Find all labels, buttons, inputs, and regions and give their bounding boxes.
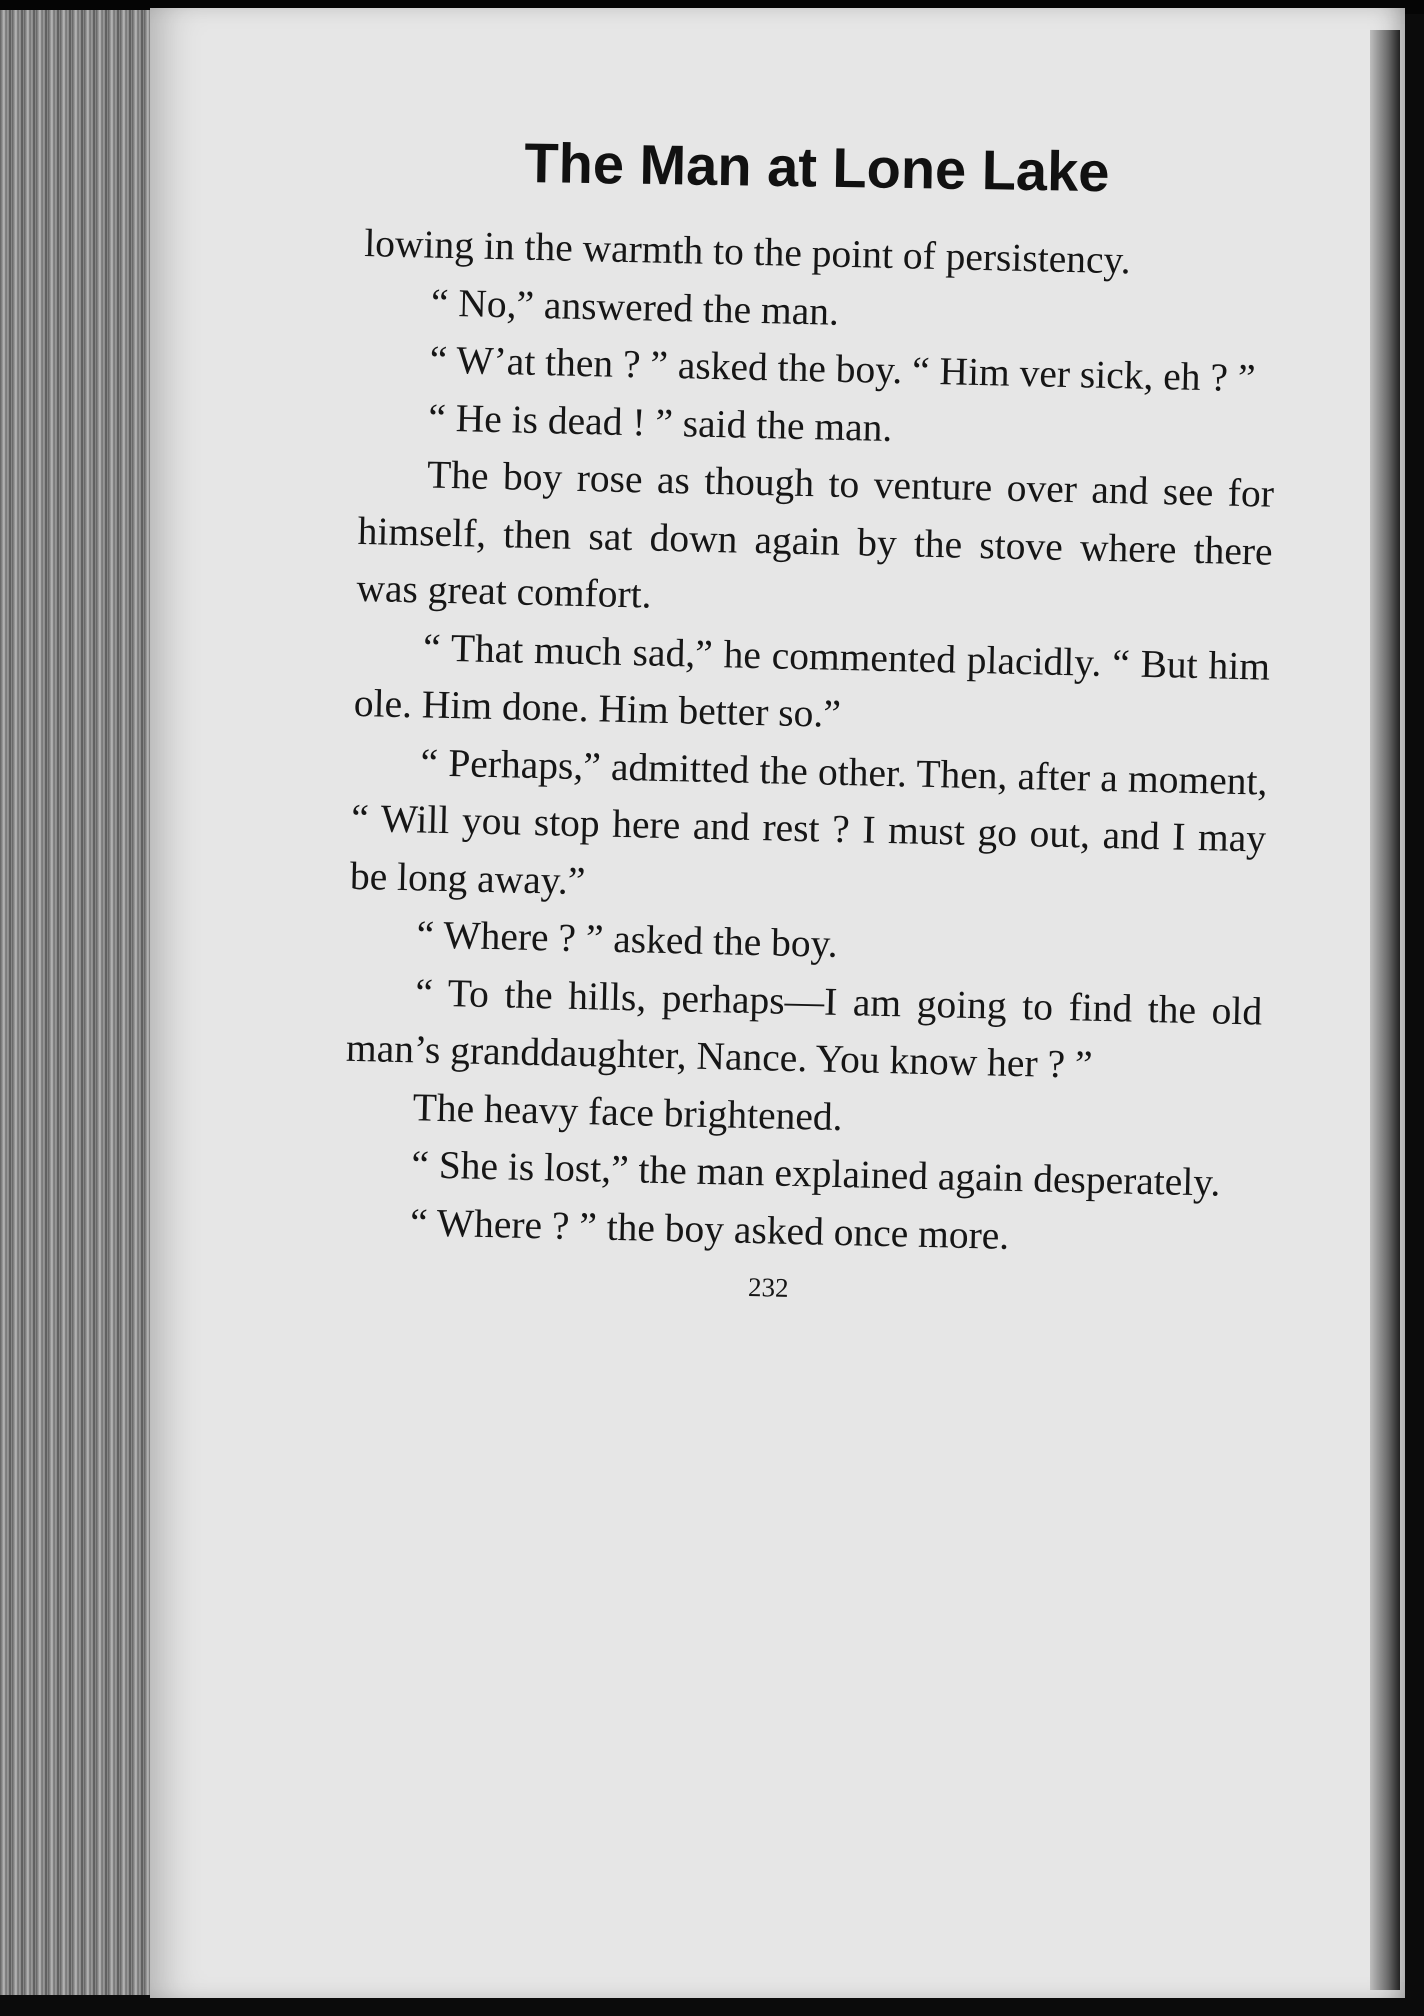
paragraph: “ To the hills, perhaps—I am going to find the old man’s granddaughter, Nance. You know her ? ” [345, 969, 1263, 1087]
paragraph: “ That much sad,” he commented placidly. “ But him ole. Him done. Him better so.” [353, 624, 1271, 736]
paragraph: “ Where ? ” asked the boy. [416, 912, 839, 966]
paragraph: “ He is dead ! ” said the man. [427, 394, 893, 450]
paragraph: The heavy face brightened. [412, 1084, 844, 1139]
paragraph: lowing in the warmth to the point of persistency. [363, 220, 1132, 283]
paragraph: “ She is lost,” the man explained again desperately. [410, 1142, 1221, 1205]
paragraph: The boy rose as though to venture over and see for himself, then sat down again by the stove where there was great comfort. [356, 452, 1275, 617]
running-title: The Man at Lone Lake [523, 130, 1110, 204]
paragraph: “ W’at then ? ” asked the boy. “ Him ver sick, eh ? ” [429, 337, 1256, 401]
paragraph: “ Perhaps,” admitted the other. Then, after a moment, “ Will you stop here and rest ? I must go out, and I may be long away.” [349, 739, 1268, 903]
page-number: 232 [747, 1271, 789, 1303]
page-gutter-shadow [1370, 30, 1400, 1990]
paragraph: “ No,” answered the man. [430, 280, 840, 334]
paragraph: “ Where ? ” the boy asked once more. [409, 1199, 1010, 1258]
page-body [340, 215, 1279, 1318]
